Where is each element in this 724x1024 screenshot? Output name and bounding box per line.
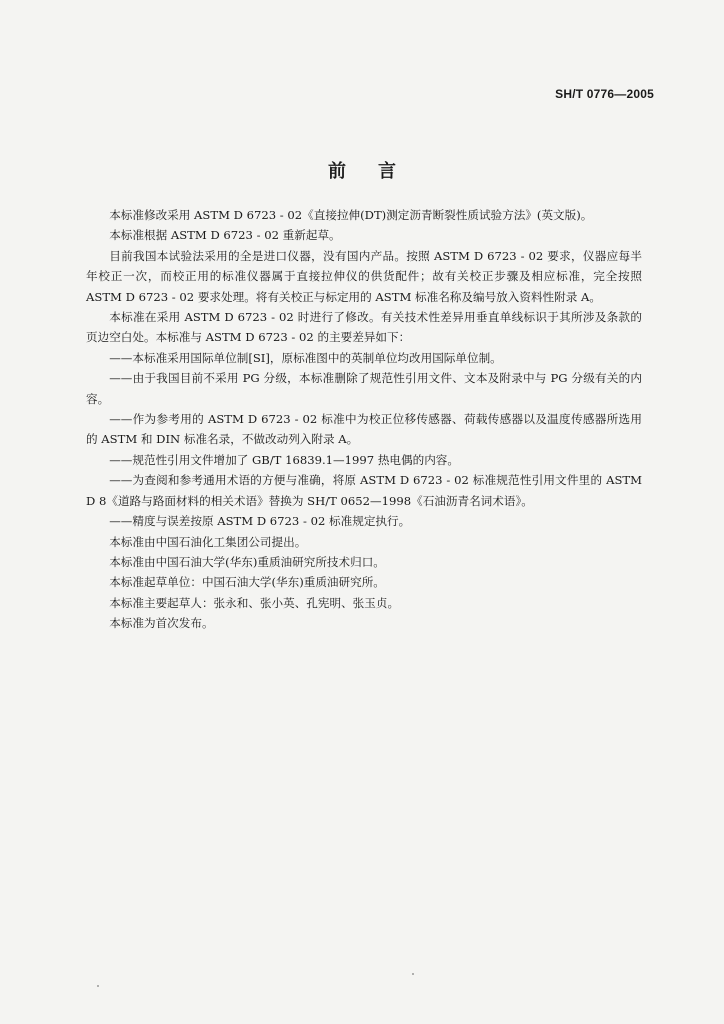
page-title: 前言: [328, 161, 428, 182]
document-code: SH/T 0776—2005: [555, 87, 654, 101]
paragraph: 本标准为首次发布。: [109, 616, 214, 631]
paragraph: ——为查阅和参考通用术语的方便与准确，将原 ASTM D 6723 - 02 标准规范性引用文件里的 ASTM D 8《道路与路面材料的相关术语》替换为 SH/T 0652—1998《石油沥青名词术语》。: [86, 473, 642, 508]
paragraph: 本标准主要起草人：张永和、张小英、孔宪明、张玉贞。: [109, 595, 400, 610]
paragraph: ——作为参考用的 ASTM D 6723 - 02 标准中为校正位移传感器、荷载传感器以及温度传感器所选用的 ASTM 和 DIN 标准名录，不做改动列入附录 A。: [86, 412, 642, 447]
paragraph: 本标准由中国石油大学(华东)重质油研究所技术归口。: [109, 554, 385, 569]
paragraph: 目前我国本试验法采用的全是进口仪器，没有国内产品。按照 ASTM D 6723 - 02 要求，仪器应每半年校正一次，而校正用的标准仪器属于直接拉伸仪的供货配件；故有关校正步骤及相应标准，完全按照 ASTM D 6723 - 02 要求处理。将有关校正与标定用的 ASTM 标准名称及编号放入资料性附录 A。: [86, 248, 642, 304]
paragraph: ——规范性引用文件增加了 GB/T 16839.1—1997 热电偶的内容。: [109, 452, 459, 467]
paragraph: ——由于我国目前不采用 PG 分级，本标准删除了规范性引用文件、文本及附录中与 PG 分级有关的内容。: [86, 371, 642, 406]
paragraph: 本标准根据 ASTM D 6723 - 02 重新起草。: [109, 228, 341, 243]
paragraph: 本标准由中国石油化工集团公司提出。: [109, 534, 307, 549]
scan-speck: [412, 973, 414, 975]
paragraph: 本标准在采用 ASTM D 6723 - 02 时进行了修改。有关技术性差异用垂直单线标识于其所涉及条款的页边空白处。本标准与 ASTM D 6723 - 02 的主要差异如下：: [86, 310, 642, 345]
paragraph: 本标准起草单位：中国石油大学(华东)重质油研究所。: [109, 575, 385, 590]
foreword-body: [86, 205, 642, 634]
paragraph: ——本标准采用国际单位制[SI]，原标准图中的英制单位均改用国际单位制。: [109, 350, 502, 365]
scan-speck: [97, 985, 99, 987]
paragraph: 本标准修改采用 ASTM D 6723 - 02《直接拉伸(DT)测定沥青断裂性质试验方法》(英文版)。: [109, 208, 593, 222]
paragraph: ——精度与误差按原 ASTM D 6723 - 02 标准规定执行。: [109, 514, 411, 529]
